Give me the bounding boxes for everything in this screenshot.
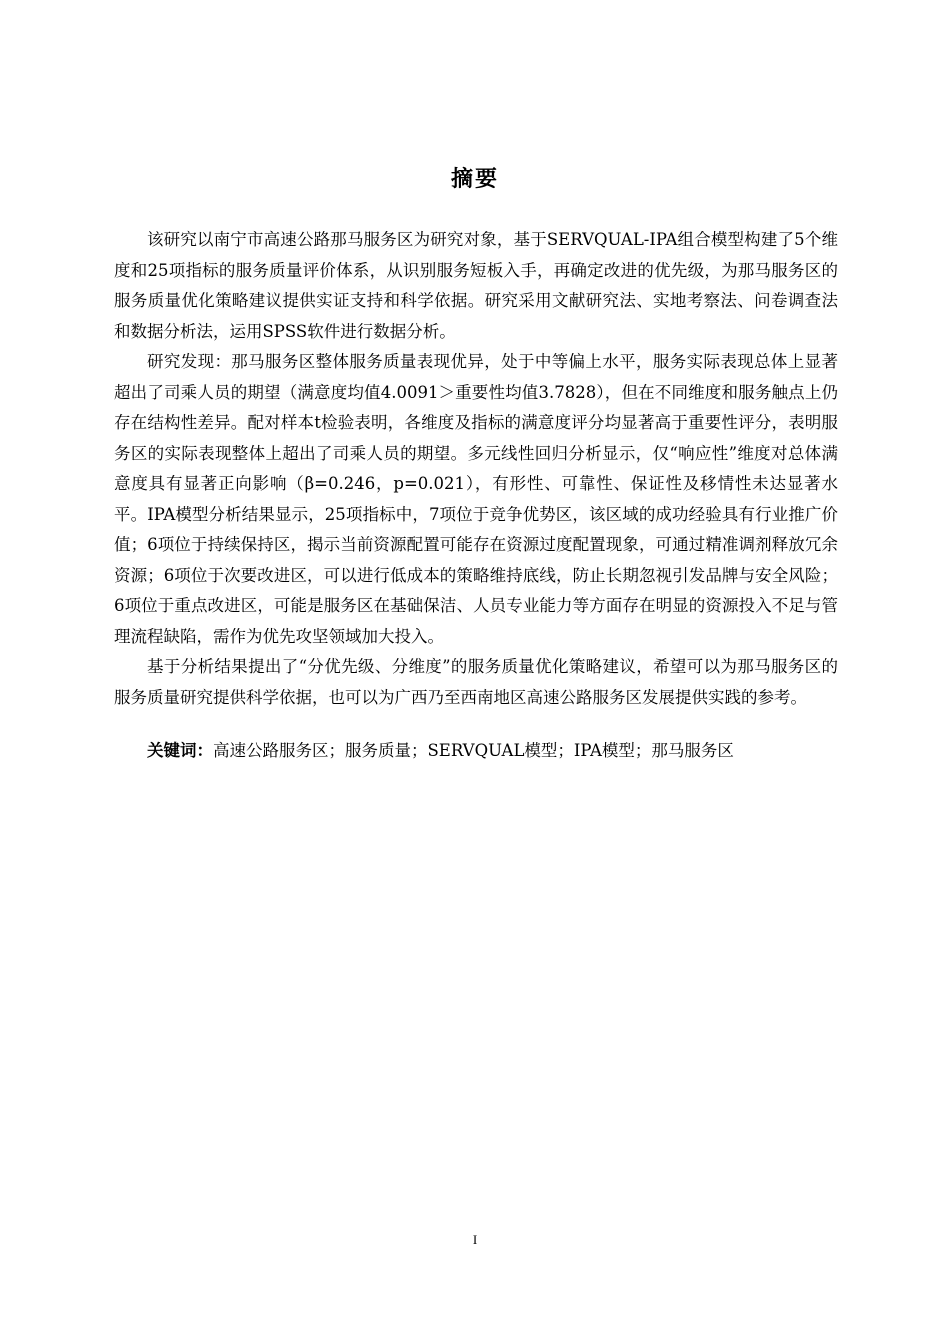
page-title: 摘要	[450, 167, 499, 192]
abstract-paragraph-1: 该研究以南宁市高速公路那马服务区为研究对象，基于SERVQUAL-IPA组合模型构建了5个维度和25项指标的服务质量评价体系，从识别服务短板入手，再确定改进的优先级，为那马服务区的服务质量优化策略建议提供实证支持和科学依据。研究采用文献研究法、实地考察法、问卷调查法和数据分析法，运用SPSS软件进行数据分析。	[114, 230, 838, 341]
keywords-text: 高速公路服务区；服务质量；SERVQUAL模型；IPA模型；那马服务区	[213, 741, 734, 760]
abstract-paragraph-3: 基于分析结果提出了“分优先级、分维度”的服务质量优化策略建议，希望可以为那马服务区的服务质量研究提供科学依据，也可以为广西乃至西南地区高速公路服务区发展提供实践的参考。	[114, 657, 838, 707]
keywords-label: 关键词：	[147, 741, 213, 760]
abstract-body	[114, 225, 838, 767]
keywords-line	[114, 736, 838, 767]
abstract-paragraph-2: 研究发现：那马服务区整体服务质量表现优异，处于中等偏上水平，服务实际表现总体上显著超出了司乘人员的期望（满意度均值4.0091＞重要性均值3.7828），但在不同维度和服务触点上仍存在结构性差异。配对样本t检验表明，各维度及指标的满意度评分均显著高于重要性评分，表明服务区的实际表现整体上超出了司乘人员的期望。多元线性回归分析显示，仅“响应性”维度对总体满意度具有显著正向影响（β=0.246，p=0.021），有形性、可靠性、保证性及移情性未达显著水平。IPA模型分析结果显示，25项指标中，7项位于竞争优势区，该区域的成功经验具有行业推广价值；6项位于持续保持区，揭示当前资源配置可能存在资源过度配置现象，可通过精准调剂释放冗余资源；6项位于次要改进区，可以进行低成本的策略维持底线，防止长期忽视引发品牌与安全风险；6项位于重点改进区，可能是服务区在基础保洁、人员专业能力等方面存在明显的资源投入不足与管理流程缺陷，需作为优先攻坚领域加大投入。	[114, 352, 838, 646]
page-number: I	[472, 1232, 478, 1247]
